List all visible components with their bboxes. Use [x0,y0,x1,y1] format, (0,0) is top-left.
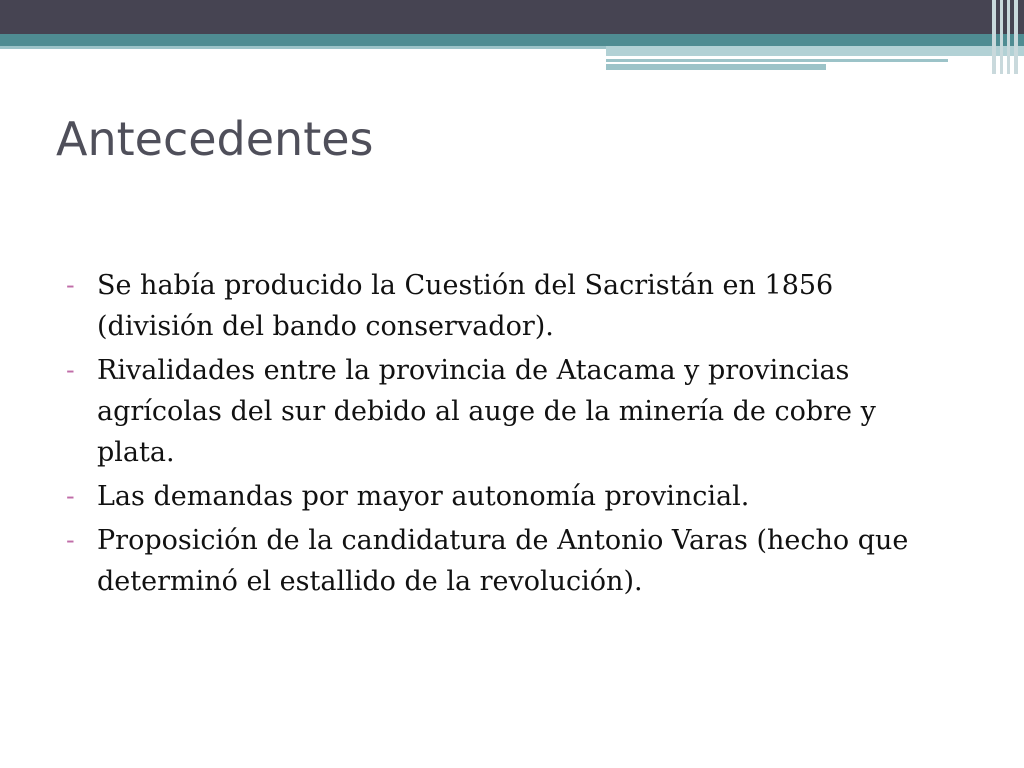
slide-title: Antecedentes [56,112,374,166]
list-item-text: Proposición de la candidatura de Antonio Varas (hecho que determinó el estallido de la revolución). [97,525,909,597]
header-accent-line [606,59,948,62]
dash-bullet-icon: - [66,482,75,510]
list-item [66,476,956,517]
list-item-text: Se había producido la Cuestión del Sacristán en 1856 (división del bando conservador). [97,270,834,342]
bullet-list [66,265,956,605]
list-item [66,350,956,473]
dash-bullet-icon: - [66,526,75,554]
header-band-light-right [606,46,1024,56]
header-band-teal [0,34,1024,46]
header-corner-stripes [988,0,1024,74]
list-item [66,520,956,602]
header-accent-line-short [606,64,826,70]
header-band-light-left [0,46,606,49]
dash-bullet-icon: - [66,356,75,384]
dash-bullet-icon: - [66,271,75,299]
list-item-text: Las demandas por mayor autonomía provincial. [97,481,750,512]
list-item-text: Rivalidades entre la provincia de Atacama y provincias agrícolas del sur debido al auge de la minería de cobre y plata. [97,355,876,468]
list-item [66,265,956,347]
header-band-dark [0,0,1024,34]
